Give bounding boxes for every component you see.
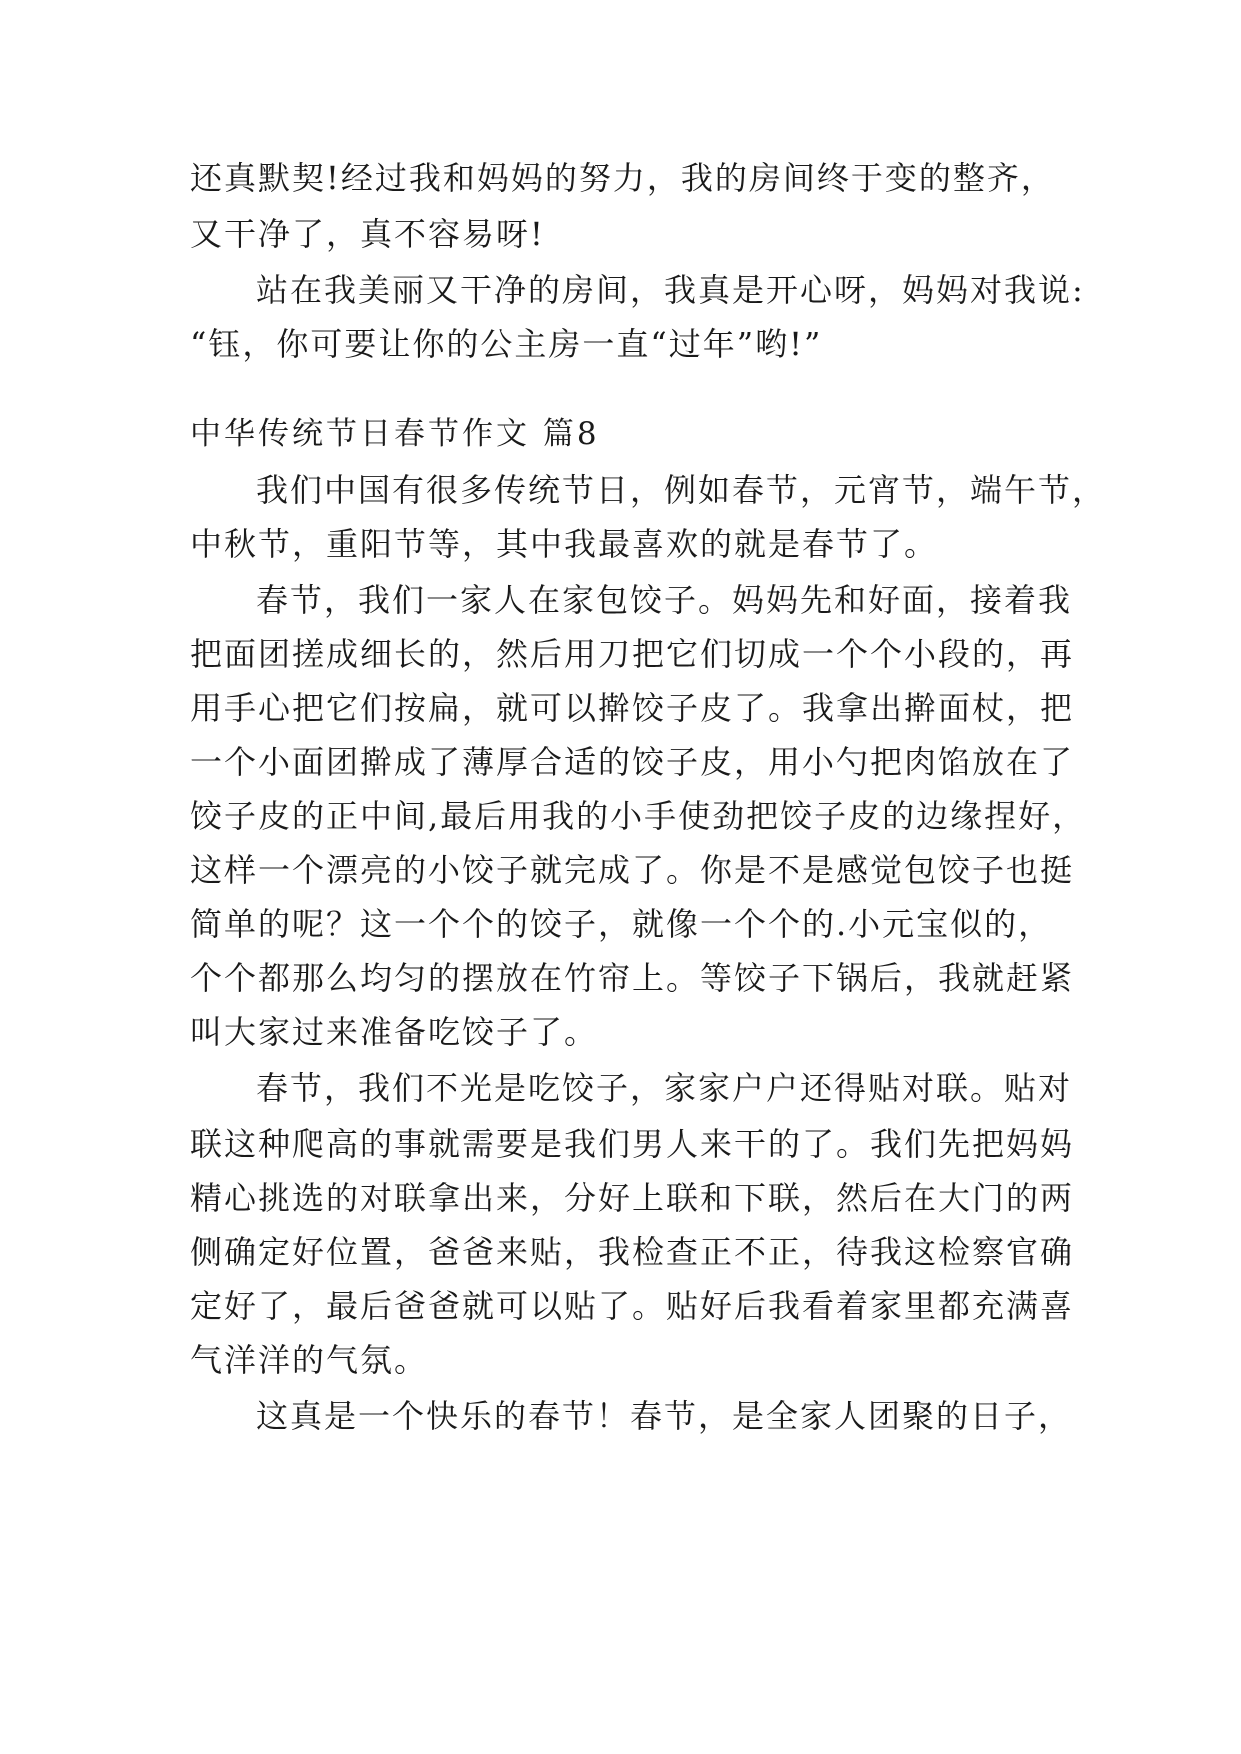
text-line: 一个小面团擀成了薄厚合适的饺子皮，用小勺把肉馅放在了	[190, 743, 1075, 781]
section-heading: 中华传统节日春节作文 篇8	[190, 416, 600, 452]
text-line: 侧确定好位置，爸爸来贴，我检查正不正，待我这检察官确	[190, 1233, 1075, 1271]
paragraph-first-line: 春节，我们不光是吃饺子，家家户户还得贴对联。贴对	[256, 1069, 1073, 1107]
text-line: 联这种爬高的事就需要是我们男人来干的了。我们先把妈妈	[190, 1125, 1075, 1163]
text-line: 还真默契!经过我和妈妈的努力，我的房间终于变的整齐，	[190, 159, 1055, 197]
text-line: 把面团搓成细长的，然后用刀把它们切成一个个小段的，再	[190, 635, 1075, 673]
text-line: 用手心把它们按扁，就可以擀饺子皮了。我拿出擀面杖，把	[190, 689, 1075, 727]
paragraph-first-line: 这真是一个快乐的春节！春节，是全家人团聚的日子，	[256, 1397, 1073, 1435]
text-line: 又干净了，真不容易呀!	[190, 215, 545, 253]
text-line: 定好了，最后爸爸就可以贴了。贴好后我看着家里都充满喜	[190, 1287, 1075, 1325]
paragraph-first-line: 站在我美丽又干净的房间，我真是开心呀，妈妈对我说:	[256, 271, 1085, 309]
text-line: 中秋节，重阳节等，其中我最喜欢的就是春节了。	[190, 525, 939, 563]
text-line: 饺子皮的正中间,最后用我的小手使劲把饺子皮的边缘捏好，	[190, 797, 1087, 835]
text-line: 这样一个漂亮的小饺子就完成了。你是不是感觉包饺子也挺	[190, 851, 1075, 889]
text-line: 气洋洋的气氛。	[190, 1341, 429, 1379]
text-line: 精心挑选的对联拿出来，分好上联和下联，然后在大门的两	[190, 1179, 1075, 1217]
text-line: “钰，你可要让你的公主房一直“过年”哟!”	[190, 325, 823, 363]
text-line: 个个都那么均匀的摆放在竹帘上。等饺子下锅后，我就赶紧	[190, 959, 1075, 997]
paragraph-first-line: 我们中国有很多传统节日，例如春节，元宵节，端午节，	[256, 471, 1107, 509]
text-line: 简单的呢？这一个个的饺子，就像一个个的.小元宝似的，	[190, 905, 1053, 943]
paragraph-first-line: 春节，我们一家人在家包饺子。妈妈先和好面，接着我	[256, 581, 1073, 619]
text-line: 叫大家过来准备吃饺子了。	[190, 1013, 599, 1051]
